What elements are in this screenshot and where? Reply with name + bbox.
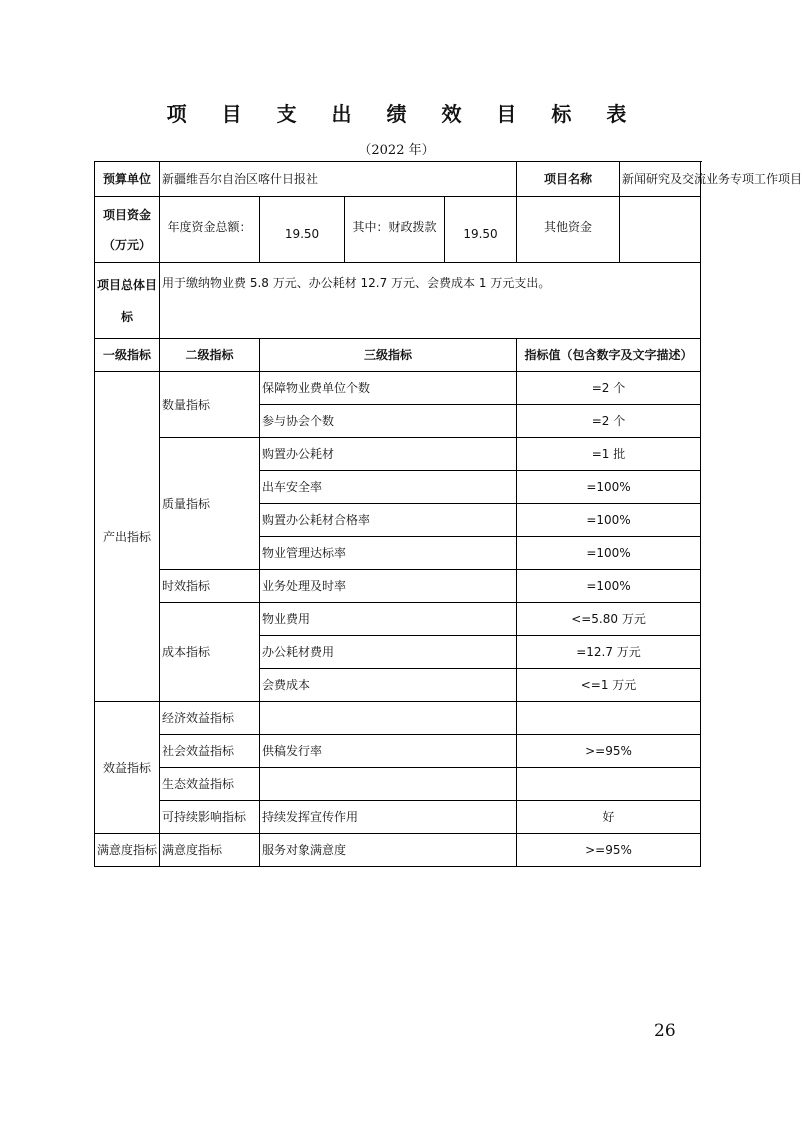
table-row <box>95 372 701 405</box>
col-level1-header: 一级指标 <box>95 339 160 372</box>
annual-total-label: 年度资金总额： <box>160 197 260 263</box>
indicator-value: =100% <box>517 471 701 504</box>
group-benefit: 效益指标 <box>95 702 160 834</box>
group-output: 产出指标 <box>95 372 160 702</box>
sub-social: 社会效益指标 <box>160 735 260 768</box>
project-funds-label-line1: 项目资金 <box>102 207 151 222</box>
sub-economic: 经济效益指标 <box>160 702 260 735</box>
indicator-value: >=95% <box>517 735 701 768</box>
indicator-name: 购置办公耗材 <box>260 438 517 471</box>
overall-goal-label <box>95 263 160 339</box>
indicator-name: 供稿发行率 <box>260 735 517 768</box>
overall-goal-text: 用于缴纳物业费 5.8 万元、办公耗材 12.7 万元、会费成本 1 万元支出。 <box>160 263 701 339</box>
sub-timeliness: 时效指标 <box>160 570 260 603</box>
indicator-name: 会费成本 <box>260 669 517 702</box>
indicator-name: 办公耗材费用 <box>260 636 517 669</box>
project-funds-label <box>95 197 160 263</box>
other-funds-value <box>620 197 701 263</box>
indicator-value: =1 批 <box>517 438 701 471</box>
indicator-value: <=5.80 万元 <box>517 603 701 636</box>
project-funds-label-line2: （万元） <box>102 237 151 252</box>
fiscal-funds-label: 其中：财政拨款 <box>345 197 445 263</box>
table-row <box>95 768 701 801</box>
indicator-value: >=95% <box>517 834 701 867</box>
indicator-value: =100% <box>517 570 701 603</box>
indicator-name: 购置办公耗材合格率 <box>260 504 517 537</box>
budget-unit-value: 新疆维吾尔自治区喀什日报社 <box>160 162 517 197</box>
table-row <box>95 735 701 768</box>
sub-cost: 成本指标 <box>160 603 260 702</box>
indicator-value <box>517 702 701 735</box>
indicator-value: =2 个 <box>517 405 701 438</box>
sub-satisfaction: 满意度指标 <box>160 834 260 867</box>
page-title: 项 目 支 出 绩 效 目 标 表 <box>166 102 641 126</box>
table-row <box>95 438 701 471</box>
annual-total-value: 19.50 <box>260 197 345 263</box>
budget-unit-label: 预算单位 <box>95 162 160 197</box>
indicator-name <box>260 768 517 801</box>
indicator-name: 业务处理及时率 <box>260 570 517 603</box>
table-row <box>95 834 701 867</box>
indicator-name: 持续发挥宣传作用 <box>260 801 517 834</box>
page-number: 26 <box>654 1021 676 1041</box>
indicator-value: 好 <box>517 801 701 834</box>
indicator-value: <=1 万元 <box>517 669 701 702</box>
indicator-value: =100% <box>517 504 701 537</box>
col-level3-header: 三级指标 <box>260 339 517 372</box>
table-row <box>95 603 701 636</box>
indicator-value: =12.7 万元 <box>517 636 701 669</box>
sub-quantity: 数量指标 <box>160 372 260 438</box>
other-funds-label: 其他资金 <box>517 197 620 263</box>
indicator-value <box>517 768 701 801</box>
sub-sustainable: 可持续影响指标 <box>160 801 260 834</box>
overall-goal-label-line1: 项目总体目 <box>97 277 158 292</box>
project-name-value: 新闻研究及交流业务专项工作项目 <box>620 162 701 197</box>
indicator-name: 物业费用 <box>260 603 517 636</box>
sub-ecological: 生态效益指标 <box>160 768 260 801</box>
col-value-header: 指标值（包含数字及文字描述） <box>517 339 701 372</box>
indicator-name: 保障物业费单位个数 <box>260 372 517 405</box>
sub-quality: 质量指标 <box>160 438 260 570</box>
indicator-name: 服务对象满意度 <box>260 834 517 867</box>
performance-target-table <box>94 161 802 867</box>
indicator-name: 出车安全率 <box>260 471 517 504</box>
project-name-label: 项目名称 <box>517 162 620 197</box>
year-subtitle: （2022 年） <box>358 143 435 158</box>
indicator-value: =100% <box>517 537 701 570</box>
indicator-name: 参与协会个数 <box>260 405 517 438</box>
table-row <box>95 702 701 735</box>
indicator-value: =2 个 <box>517 372 701 405</box>
group-satisfaction: 满意度指标 <box>95 834 160 867</box>
table-row <box>95 801 701 834</box>
indicator-name: 物业管理达标率 <box>260 537 517 570</box>
indicator-name <box>260 702 517 735</box>
overall-goal-label-line2: 标 <box>120 309 133 324</box>
fiscal-funds-value: 19.50 <box>445 197 517 263</box>
table-row <box>95 570 701 603</box>
col-level2-header: 二级指标 <box>160 339 260 372</box>
